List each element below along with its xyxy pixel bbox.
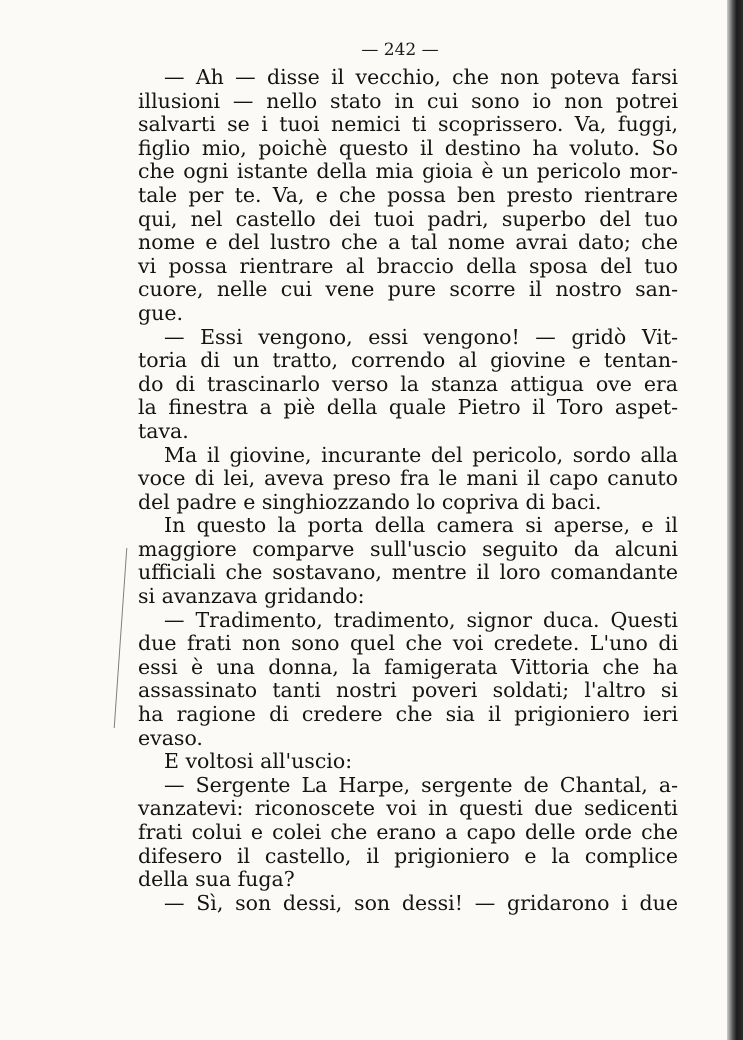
- text-line: — Ah — disse il vecchio, che non poteva farsi: [164, 65, 678, 89]
- text-line: assassinato tanti nostri poveri soldati; l'altro si: [138, 678, 678, 703]
- text-line: la finestra a piè della quale Pietro il Toro aspet-: [138, 395, 678, 420]
- text-line: ufficiali che sostavano, mentre il loro comandante: [138, 560, 678, 585]
- text-line: della sua fuga?: [138, 867, 295, 892]
- text-line: Ma il giovine, incurante del pericolo, sordo alla: [164, 442, 678, 467]
- text-line: voce di lei, aveva preso fra le mani il capo canuto: [138, 466, 678, 491]
- text-line: — Sergente La Harpe, sergente de Chantal, a-: [164, 772, 678, 797]
- text-line: salvarti se i tuoi nemici ti scoprissero. Va, fuggi,: [138, 112, 678, 137]
- text-line: vanzatevi: riconoscete voi in questi due sedicenti: [138, 796, 678, 821]
- text-line: do di trascinarlo verso la stanza attigua ove era: [138, 371, 678, 396]
- text-line: cuore, nelle cui vene pure scorre il nostro san-: [138, 277, 678, 302]
- text-line: illusioni — nello stato in cui sono io non potrei: [138, 88, 678, 113]
- text-line: tava.: [138, 418, 189, 443]
- text-line: — Sì, son dessi, son dessi! — gridarono i due: [164, 890, 678, 915]
- text-line: essi è una donna, la famigerata Vittoria che ha: [138, 654, 678, 679]
- text-line: si avanzava gridando:: [138, 584, 365, 609]
- body-text: [138, 66, 678, 915]
- page-edge-shadow: [727, 0, 743, 1040]
- text-line: In questo la porta della camera si aperse, e il: [164, 513, 678, 538]
- text-line: del padre e singhiozzando lo copriva di baci.: [138, 489, 602, 514]
- text-line: frati colui e colei che erano a capo delle orde che: [138, 820, 678, 844]
- text-line: — Tradimento, tradimento, signor duca. Questi: [164, 607, 678, 632]
- text-line: maggiore comparve sull'uscio seguito da alcuni: [138, 536, 678, 561]
- text-line: gue.: [138, 300, 183, 325]
- text-line: nome e del lustro che a tal nome avrai dato; che: [138, 230, 678, 255]
- text-line: difesero il castello, il prigioniero e la complice: [138, 843, 678, 868]
- text-line: che ogni istante della mia gioia è un pericolo mor-: [138, 159, 678, 184]
- text-line: evaso.: [138, 725, 203, 750]
- text-line: tale per te. Va, e che possa ben presto rientrare: [138, 182, 678, 207]
- text-line: figlio mio, poichè questo il destino ha voluto. So: [138, 135, 678, 160]
- text-line: due frati non sono quel che voi credete. L'uno di: [138, 631, 678, 656]
- text-line: — Essi vengono, essi vengono! — gridò Vit-: [164, 324, 678, 349]
- text-line: vi possa rientrare al braccio della sposa del tuo: [138, 253, 678, 278]
- text-line: E voltosi all'uscio:: [164, 749, 353, 774]
- text-line: ha ragione di credere che sia il prigioniero ieri: [138, 702, 678, 727]
- page-number: — 242 —: [361, 40, 439, 60]
- text-line: qui, nel castello dei tuoi padri, superbo del tuo: [138, 206, 678, 231]
- text-line: toria di un tratto, correndo al giovine e tentan-: [138, 348, 678, 373]
